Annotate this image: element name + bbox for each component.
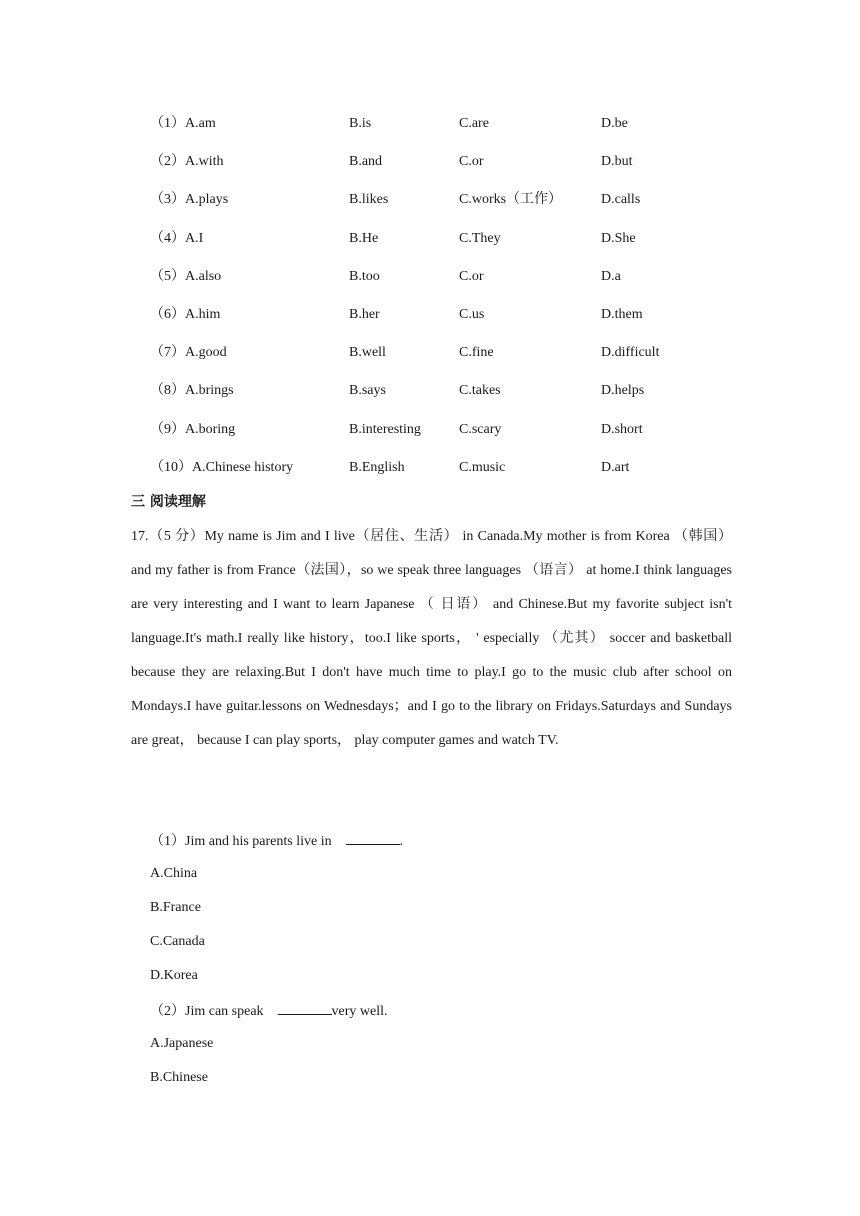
option-a bbox=[150, 152, 224, 172]
option-a bbox=[150, 229, 203, 249]
question-stem-text: （2）Jim can speak bbox=[150, 1004, 264, 1019]
option-number: （10） bbox=[150, 459, 192, 475]
option-a bbox=[150, 381, 234, 401]
option-text: A.plays bbox=[185, 192, 229, 208]
option-number: （9） bbox=[150, 421, 185, 437]
option-d: D.She bbox=[601, 230, 636, 246]
option-b: B.and bbox=[349, 154, 383, 170]
option-number: （2） bbox=[150, 154, 185, 170]
option-c: C.They bbox=[459, 230, 501, 246]
question-stem-end: . bbox=[399, 834, 404, 849]
choice-d: D.Korea bbox=[150, 968, 198, 983]
option-b: B.too bbox=[349, 268, 380, 284]
option-text: A.boring bbox=[185, 421, 236, 437]
option-b: B.is bbox=[349, 116, 372, 131]
section-title: 三 阅读理解 bbox=[131, 494, 206, 510]
option-number: （4） bbox=[150, 230, 185, 246]
option-text: A.him bbox=[185, 307, 221, 322]
option-text: A.good bbox=[185, 345, 227, 361]
option-c: C.or bbox=[459, 268, 484, 284]
answer-blank bbox=[278, 1000, 332, 1015]
option-c: C.us bbox=[459, 307, 485, 322]
option-b: B.likes bbox=[349, 192, 389, 208]
option-d: D.short bbox=[601, 421, 643, 437]
question-stem-end: very well. bbox=[331, 1004, 388, 1019]
option-d: D.be bbox=[601, 116, 628, 131]
option-number: （7） bbox=[150, 345, 185, 361]
option-d: D.but bbox=[601, 154, 633, 170]
answer-blank bbox=[346, 830, 400, 845]
option-a bbox=[150, 190, 228, 210]
option-a bbox=[150, 420, 235, 440]
option-b: B.He bbox=[349, 230, 379, 246]
choice-b: B.Chinese bbox=[150, 1070, 208, 1085]
option-a bbox=[150, 458, 293, 478]
option-a bbox=[150, 114, 216, 134]
passage-text: My name is Jim and I live（居住、生活） in Canada.My mother is from Korea （韩国） and my father is from France（法国），so we speak three languages （语言） at home.I think languages are very interesting and I want to learn Japanese （ 日语） and Chinese.But my favorite subject isn't language.It's math.I really like history，too.I like sports， ' especially （尤其） soccer and basketball because they are relaxing.But I don't have much time to play.I go to the music club after school on Mondays.I have guitar.lessons on Wednesdays；and I go to the library on Fridays.Saturdays and Sundays are great， because I can play sports， play computer games and watch TV. bbox=[131, 529, 732, 748]
option-d: D.difficult bbox=[601, 345, 660, 361]
question-2-stem bbox=[150, 1000, 388, 1022]
option-number: （6） bbox=[150, 307, 185, 322]
option-text: A.with bbox=[185, 154, 224, 170]
option-text: A.I bbox=[185, 230, 204, 246]
option-a bbox=[150, 267, 221, 287]
option-b: B.her bbox=[349, 307, 380, 322]
choice-a: A.Japanese bbox=[150, 1036, 214, 1051]
question-1-stem bbox=[150, 830, 403, 852]
option-b: B.well bbox=[349, 345, 386, 361]
option-number: （5） bbox=[150, 268, 185, 284]
option-text: A.Chinese history bbox=[192, 459, 294, 475]
option-number: （8） bbox=[150, 383, 185, 399]
option-d: D.art bbox=[601, 459, 630, 475]
option-b: B.interesting bbox=[349, 421, 421, 437]
option-text: A.am bbox=[185, 116, 216, 131]
option-d: D.them bbox=[601, 307, 643, 322]
option-text: A.also bbox=[185, 268, 222, 284]
choice-b: B.France bbox=[150, 900, 201, 915]
option-b: B.says bbox=[349, 383, 386, 399]
option-c: C.music bbox=[459, 459, 506, 475]
question-number: 17.（5 分） bbox=[131, 529, 205, 544]
option-number: （3） bbox=[150, 192, 185, 208]
option-d: D.helps bbox=[601, 383, 645, 399]
choice-a: A.China bbox=[150, 866, 198, 881]
option-a bbox=[150, 305, 220, 325]
option-c: C.are bbox=[459, 116, 489, 131]
reading-passage bbox=[131, 520, 732, 758]
option-c: C.or bbox=[459, 154, 484, 170]
choice-c: C.Canada bbox=[150, 934, 205, 949]
option-c: C.fine bbox=[459, 345, 494, 361]
option-c: C.works（工作） bbox=[459, 192, 563, 208]
option-c: C.scary bbox=[459, 421, 502, 437]
option-text: A.brings bbox=[185, 383, 234, 399]
option-d: D.calls bbox=[601, 192, 641, 208]
question-stem-text: （1）Jim and his parents live in bbox=[150, 834, 332, 849]
option-number: （1） bbox=[150, 116, 185, 131]
option-c: C.takes bbox=[459, 383, 501, 399]
option-a bbox=[150, 343, 227, 363]
option-d: D.a bbox=[601, 268, 621, 284]
option-b: B.English bbox=[349, 459, 405, 475]
